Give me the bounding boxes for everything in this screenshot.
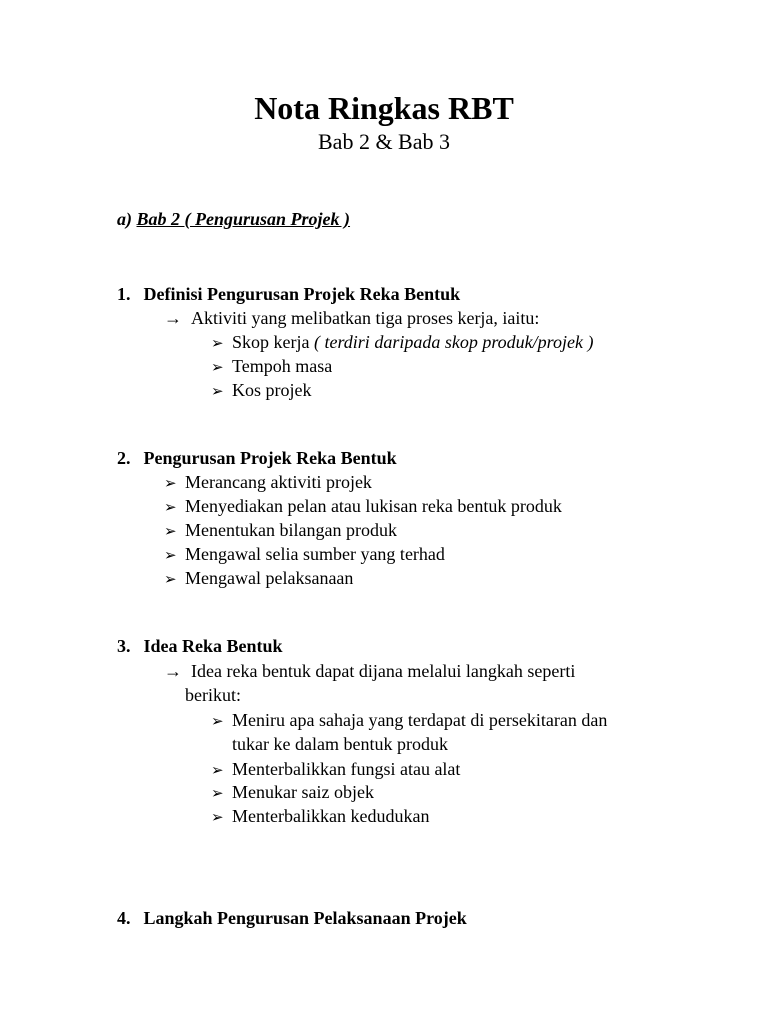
list-item bbox=[211, 354, 332, 380]
arrowhead-bullet-icon: ➢ bbox=[211, 810, 224, 826]
item-3-heading-text: Idea Reka Bentuk bbox=[143, 636, 283, 656]
document-subtitle: Bab 2 & Bab 3 bbox=[318, 129, 450, 154]
item-3-intro-continued: berikut: bbox=[185, 685, 241, 705]
arrowhead-bullet-icon: ➢ bbox=[211, 714, 224, 730]
list-item bbox=[164, 542, 445, 568]
list-item bbox=[211, 708, 607, 734]
section-title: Bab 2 ( Pengurusan Projek ) bbox=[136, 209, 351, 229]
section-prefix: a) bbox=[117, 209, 132, 229]
arrowhead-bullet-icon: ➢ bbox=[164, 500, 177, 516]
item-2-number: 2. bbox=[117, 448, 131, 468]
list-item-continued: tukar ke dalam bentuk produk bbox=[232, 734, 448, 754]
list-item-text: Mengawal pelaksanaan bbox=[185, 568, 354, 588]
list-item-text: Merancang aktiviti projek bbox=[185, 472, 372, 492]
arrowhead-bullet-icon: ➢ bbox=[164, 524, 177, 540]
arrowhead-bullet-icon: ➢ bbox=[211, 336, 224, 352]
arrowhead-bullet-icon: ➢ bbox=[164, 476, 177, 492]
arrowhead-bullet-icon: ➢ bbox=[164, 548, 177, 564]
list-item-text: Tempoh masa bbox=[232, 356, 333, 376]
item-2-heading bbox=[117, 446, 397, 470]
document-title: Nota Ringkas RBT bbox=[254, 90, 514, 126]
item-1-number: 1. bbox=[117, 284, 131, 304]
item-3-intro-text: Idea reka bentuk dapat dijana melalui langkah seperti bbox=[191, 661, 576, 681]
item-1-heading bbox=[117, 282, 460, 306]
right-arrow-icon: → bbox=[164, 308, 182, 328]
list-item-text: Kos projek bbox=[232, 380, 312, 400]
list-item-note: ( terdiri daripada skop produk/projek ) bbox=[313, 332, 594, 352]
item-4-number: 4. bbox=[117, 908, 131, 928]
item-1-intro bbox=[164, 306, 539, 330]
list-item bbox=[164, 494, 562, 520]
list-item-text: Menterbalikkan kedudukan bbox=[232, 806, 430, 826]
arrowhead-bullet-icon: ➢ bbox=[211, 786, 224, 802]
item-4-heading-text: Langkah Pengurusan Pelaksanaan Projek bbox=[143, 908, 467, 928]
arrowhead-bullet-icon: ➢ bbox=[164, 572, 177, 588]
list-item bbox=[164, 470, 372, 496]
list-item bbox=[164, 566, 353, 592]
list-item bbox=[164, 518, 397, 544]
arrowhead-bullet-icon: ➢ bbox=[211, 384, 224, 400]
list-item-text: Meniru apa sahaja yang terdapat di persekitaran dan bbox=[232, 710, 608, 730]
list-item bbox=[211, 330, 593, 356]
item-1-intro-text: Aktiviti yang melibatkan tiga proses kerja, iaitu: bbox=[191, 308, 540, 328]
item-2-heading-text: Pengurusan Projek Reka Bentuk bbox=[143, 448, 397, 468]
list-item-text: Menentukan bilangan produk bbox=[185, 520, 397, 540]
list-item-text: Menukar saiz objek bbox=[232, 782, 374, 802]
list-item bbox=[211, 780, 374, 806]
section-heading bbox=[117, 207, 350, 231]
item-4-heading bbox=[117, 906, 467, 930]
list-item-text: Menterbalikkan fungsi atau alat bbox=[232, 759, 461, 779]
list-item-text: Menyediakan pelan atau lukisan reka bentuk produk bbox=[185, 496, 562, 516]
list-item bbox=[211, 804, 429, 830]
item-3-number: 3. bbox=[117, 636, 131, 656]
arrowhead-bullet-icon: ➢ bbox=[211, 763, 224, 779]
item-1-heading-text: Definisi Pengurusan Projek Reka Bentuk bbox=[143, 284, 461, 304]
item-3-intro bbox=[164, 659, 575, 683]
list-item bbox=[211, 378, 312, 404]
list-item-text: Mengawal selia sumber yang terhad bbox=[185, 544, 445, 564]
right-arrow-icon: → bbox=[164, 661, 182, 681]
arrowhead-bullet-icon: ➢ bbox=[211, 360, 224, 376]
item-3-heading bbox=[117, 634, 283, 658]
list-item-text: Skop kerja bbox=[232, 332, 310, 352]
